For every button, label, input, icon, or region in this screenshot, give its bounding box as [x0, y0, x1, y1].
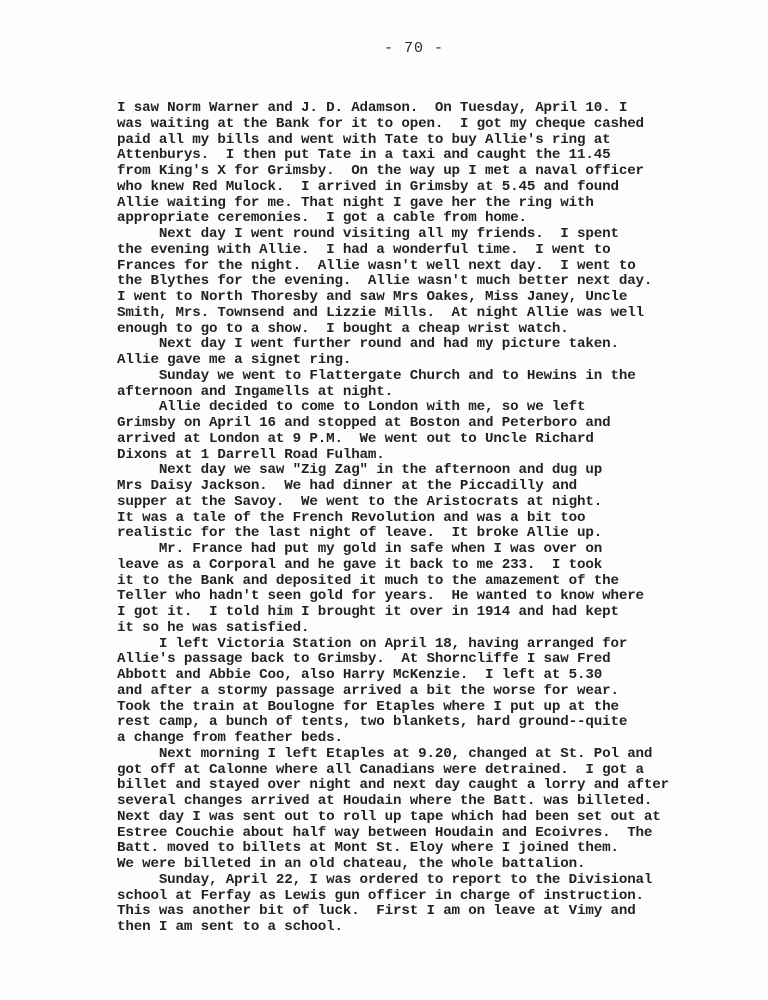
text-line: Mrs Daisy Jackson. We had dinner at the Piccadilly and [117, 478, 578, 494]
text-line: school at Ferfay as Lewis gun officer in charge of instruction. [117, 887, 644, 904]
text-line: This was another bit of luck. First I am on leave at Vimy and [117, 903, 636, 920]
text-line: paid all my bills and went with Tate to buy Allie's ring at [117, 131, 611, 148]
text-line: Allie gave me a signet ring. [117, 352, 352, 368]
text-line: We were billeted in an old chateau, the whole battalion. [117, 856, 586, 872]
text-line: Next day I was sent out to roll up tape which had been set out at [117, 808, 661, 825]
text-line: appropriate ceremonies. I got a cable from home. [117, 210, 527, 227]
text-line: the evening with Allie. I had a wonderful time. I went to [117, 241, 611, 258]
text-line: I got it. I told him I brought it over in 1914 and had kept [117, 604, 619, 620]
text-line: Attenburys. I then put Tate in a taxi and caught the 11.45 [117, 147, 611, 164]
page-number: - 70 - [384, 40, 445, 57]
text-line: Sunday, April 22, I was ordered to report to the Divisional [117, 871, 653, 888]
text-line: enough to go to a show. I bought a cheap wrist watch. [117, 320, 569, 337]
text-line: It was a tale of the French Revolution and was a bit too [117, 509, 586, 526]
text-line: billet and stayed over night and next day caught a lorry and after [117, 777, 670, 794]
text-line: rest camp, a bunch of tents, two blankets, hard ground--quite [117, 714, 628, 731]
text-line: Next morning I left Etaples at 9.20, changed at St. Pol and [117, 745, 653, 762]
text-line: Smith, Mrs. Townsend and Lizzie Mills. At night Allie was well [117, 304, 644, 321]
text-line: arrived at London at 9 P.M. We went out to Uncle Richard [117, 430, 594, 447]
text-line: I went to North Thoresby and saw Mrs Oakes, Miss Janey, Uncle [117, 289, 628, 305]
text-line: afternoon and Ingamells at night. [117, 383, 394, 400]
text-line: who knew Red Mulock. I arrived in Grimsby at 5.45 and found [117, 178, 619, 195]
text-line: Allie waiting for me. That night I gave her the ring with [117, 194, 594, 211]
text-line: Grimsby on April 16 and stopped at Boston and Peterboro and [117, 415, 611, 431]
text-line: Next day I went further round and had my picture taken. [117, 336, 619, 353]
text-line: from King's X for Grimsby. On the way up I met a naval officer [117, 163, 644, 179]
text-line: Batt. moved to billets at Mont St. Eloy where I joined them. [117, 840, 619, 857]
text-line: Next day I went round visiting all my friends. I spent [117, 226, 619, 242]
text-line: and after a stormy passage arrived a bit the worse for wear. [117, 682, 619, 699]
text-line: then I am sent to a school. [117, 919, 343, 935]
text-line: several changes arrived at Houdain where the Batt. was billeted. [117, 793, 653, 809]
text-line: Sunday we went to Flattergate Church and to Hewins in the [117, 367, 636, 384]
text-line: Allie's passage back to Grimsby. At Shorncliffe I saw Fred [117, 651, 611, 668]
text-line: Took the train at Boulogne for Etaples where I put up at the [117, 698, 619, 715]
body-text [117, 101, 737, 936]
text-line: Allie decided to come to London with me, so we left [117, 399, 586, 416]
text-line: it so he was satisfied. [117, 619, 310, 636]
text-line: supper at the Savoy. We went to the Aristocrats at night. [117, 493, 603, 510]
text-line: Dixons at 1 Darrell Road Fulham. [117, 446, 385, 463]
text-line: Estree Couchie about half way between Houdain and Ecoivres. The [117, 824, 653, 841]
text-line: I left Victoria Station on April 18, having arranged for [117, 635, 628, 652]
text-line: Frances for the night. Allie wasn't well next day. I went to [117, 257, 636, 274]
text-line: got off at Calonne where all Canadians were detrained. I got a [117, 761, 644, 778]
text-line: the Blythes for the evening. Allie wasn't much better next day. [117, 273, 653, 290]
text-line: Teller who hadn't seen gold for years. He wanted to know where [117, 588, 644, 605]
text-line: I saw Norm Warner and J. D. Adamson. On Tuesday, April 10. I [117, 100, 628, 116]
text-line: Next day we saw "Zig Zag" in the afternoon and dug up [117, 462, 603, 479]
text-line: leave as a Corporal and he gave it back to me 233. I took [117, 556, 603, 573]
text-line: realistic for the last night of leave. It broke Allie up. [117, 525, 603, 542]
text-line: Mr. France had put my gold in safe when I was over on [117, 541, 603, 557]
text-line: it to the Bank and deposited it much to the amazement of the [117, 572, 619, 589]
text-line: was waiting at the Bank for it to open. I got my cheque cashed [117, 115, 644, 132]
text-line: a change from feather beds. [117, 730, 343, 746]
text-line: Abbott and Abbie Coo, also Harry McKenzie. I left at 5.30 [117, 667, 603, 683]
